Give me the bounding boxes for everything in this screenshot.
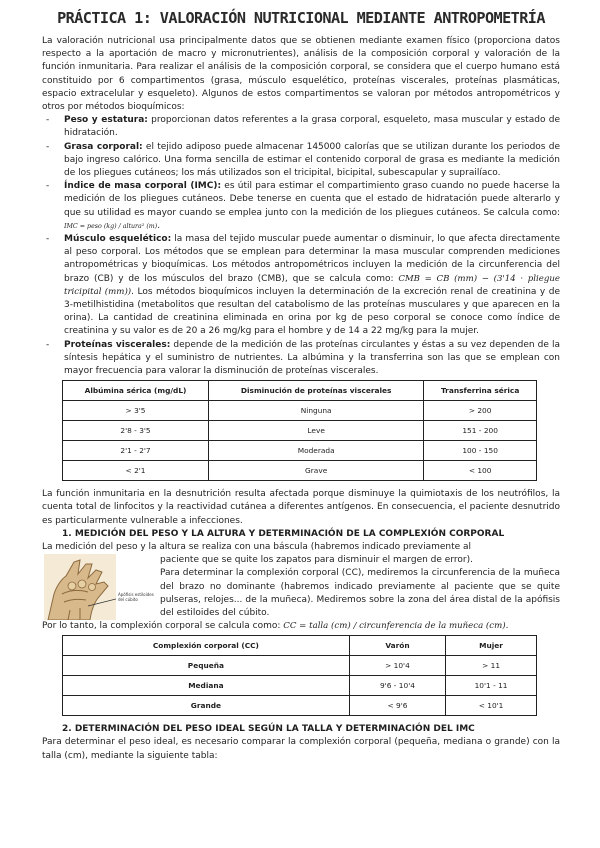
description: . Los métodos bioquímicos incluyen la determinación de la excreción renal de creatinina y de 3-metilhistidina (metabolitos que resultan del catabolismo de las proteínas musculares y que aparecen en la orina). La cantidad de creatinina eliminada en orina por kg de peso corporal se conoce como índice de creatinina y su valor es de 20 a 26 mg/kg para el hombre y de 14 a 22 mg/kg para la mujer. — [64, 286, 560, 337]
description: el tejido adiposo puede almacenar 145000 calorías que se utilizan durante los periodos de bajo ingreso calórico. Una forma sencilla de estimar el contenido corporal de grasa es mediante la medición de los pliegues cutáneos; los más utilizados son el tricipital, bicipital, subescapular y suprailíaco. — [64, 141, 560, 179]
description: depende de la medición de las proteínas circulantes y éstas a su vez dependen de la síntesis hepática y el suministro de nutrientes. La albúmina y la transferrina son las que se emplean con mayor frecuencia para valorar la disminución de proteínas viscerales. — [64, 339, 560, 377]
document-page — [42, 8, 560, 763]
table-row — [63, 401, 537, 421]
table-row — [63, 696, 537, 716]
section-1-line: La medición del peso y la altura se realiza con una báscula (habremos indicado previamente al — [42, 541, 472, 552]
table-cell: Grave — [209, 461, 424, 481]
section-2-heading: 2. DETERMINACIÓN DEL PESO IDEAL SEGÚN LA TALLA Y DETERMINACIÓN DEL IMC — [62, 724, 475, 735]
list-item — [64, 141, 560, 181]
term: Músculo esquelético: — [64, 234, 172, 245]
table-row — [63, 441, 537, 461]
cc-formula-line: Por lo tanto, la complexión corporal se calcula como: CC = talla (cm) / circunferencia de la muñeca (cm). — [42, 621, 509, 632]
term: Peso y estatura: — [64, 115, 148, 126]
table-cell: > 3'5 — [63, 401, 209, 421]
table-cell: < 10'1 — [446, 696, 537, 716]
table-header-row — [63, 381, 537, 401]
imc-formula: IMC = peso (kg) / altura² (m) — [64, 222, 158, 230]
table-cell: < 2'1 — [63, 461, 209, 481]
table-cell: Grande — [63, 696, 350, 716]
table-row — [63, 676, 537, 696]
section-2-paragraph: Para determinar el peso ideal, es necesario comparar la complexión corporal (pequeña, mediana o grande) con la talla (cm), mediante la siguiente tabla: — [42, 737, 560, 761]
table-header-row — [63, 636, 537, 656]
table-cell: 2'1 - 2'7 — [63, 441, 209, 461]
table-cell: > 11 — [446, 656, 537, 676]
table-row — [63, 656, 537, 676]
proteins-table — [62, 380, 537, 481]
wrist-block — [42, 554, 560, 620]
table-cell: < 100 — [424, 461, 537, 481]
section-1-wrap-text: paciente que se quite los zapatos para disminuir el margen de error). Para determinar la complexión corporal (CC), mediremos la circunferencia de la muñeca del brazo no dominante (habremos indicado previamente al paciente que se quite pulseras, relojes... de la muñeca). Mediremos sobre la zona del área distal de la apófisis del estiloides del cúbito. — [160, 555, 560, 618]
list-item: - Índice de masa corporal (IMC): es útil para estimar el compartimiento graso cuando no puede hacerse la medición de los pliegues cutáneos. Debe tenerse en cuenta que el estado de hidratación puede alterarlo y que su utilidad es mayor cuando se emplea junto con la medición de los pliegues cutáneos. Se calcula como: IMC = peso (kg) / altura² (m). — [64, 180, 560, 233]
column-header: Varón — [349, 636, 445, 656]
term: Proteínas viscerales: — [64, 339, 171, 350]
table-cell: Pequeña — [63, 656, 350, 676]
cmb-formula: CMB = CB (mm) − (3'14 · pliegue tricipital (mm)) — [64, 273, 560, 297]
image-caption: Apófisis estiloides del cúbito — [118, 592, 154, 603]
table-cell: Mediana — [63, 676, 350, 696]
immune-paragraph: La función inmunitaria en la desnutrición resulta afectada porque disminuye la quimiotaxis de los neutrófilos, la cuenta total de linfocitos y la reactividad cutánea a diferentes antígenos. En consecuencia, el paciente desnutrido es particularmente vulnerable a infecciones. — [42, 489, 560, 526]
column-header: Disminución de proteínas viscerales — [209, 381, 424, 401]
table-cell: > 10'4 — [349, 656, 445, 676]
description: es útil para estimar el compartimiento graso cuando no puede hacerse la medición de los pliegues cutáneos. Debe tenerse en cuenta que el estado de hidratación puede alterarlo y que su utilidad es mayor cuando se emplea junto con la medición de los pliegues cutáneos. Se calcula como: — [64, 181, 560, 218]
table-cell: > 200 — [424, 401, 537, 421]
table-cell: < 9'6 — [349, 696, 445, 716]
compartments-list — [42, 114, 560, 378]
column-header: Transferrina sérica — [424, 381, 537, 401]
table-cell: Leve — [209, 421, 424, 441]
column-header: Albúmina sérica (mg/dL) — [63, 381, 209, 401]
cc-formula: CC = talla (cm) / circunferencia de la muñeca (cm) — [283, 621, 506, 632]
list-item — [64, 339, 560, 379]
table-cell: 151 - 200 — [424, 421, 537, 441]
table-row — [63, 461, 537, 481]
wrist-bones-illustration — [44, 554, 116, 620]
complexion-table — [62, 635, 537, 716]
table-cell: 100 - 150 — [424, 441, 537, 461]
term: Grasa corporal: — [64, 141, 143, 152]
section-1-heading: 1. MEDICIÓN DEL PESO Y LA ALTURA Y DETERMINACIÓN DE LA COMPLEXIÓN CORPORAL — [62, 528, 505, 539]
list-item — [64, 233, 560, 339]
term: Índice de masa corporal (IMC): — [64, 181, 222, 192]
page-title: PRÁCTICA 1: VALORACIÓN NUTRICIONAL MEDIANTE ANTROPOMETRÍA — [57, 9, 545, 27]
description: la masa del tejido muscular puede aumentar o disminuir, lo que afecta directamente al peso corporal. Los métodos que se emplean para determinar la masa muscular comprenden mediciones antropométricas y bioquímicas. Los métodos antropométricos incluyen la medición de la circunferencia del brazo (CB) y de los músculos del brazo (CMB), que se calcula como: — [64, 234, 560, 284]
table-cell: 10'1 - 11 — [446, 676, 537, 696]
table-cell: Moderada — [209, 441, 424, 461]
table-cell: 2'8 - 3'5 — [63, 421, 209, 441]
column-header: Complexión corporal (CC) — [63, 636, 350, 656]
table-cell: Ninguna — [209, 401, 424, 421]
description: proporcionan datos referentes a la grasa corporal, esqueleto, masa muscular y estado de hidratación. — [64, 115, 560, 139]
intro-paragraph: La valoración nutricional usa principalmente datos que se obtienen mediante examen físico (proporciona datos respecto a la aportación de macro y micronutrientes), análisis de la composición corporal y valoración de la función inmunitaria. Para realizar el análisis de la composición corporal, se considera que el cuerpo humano está constituido por 6 compartimentos (grasa, músculo esquelético, proteínas viscerales, proteínas plasmáticas, espacio extracelular y esqueleto). Algunos de estos compartimentos se valoran por métodos antropométricos y otros por métodos bioquímicos: — [42, 36, 560, 113]
table-cell: 9'6 - 10'4 — [349, 676, 445, 696]
table-row — [63, 421, 537, 441]
list-item — [64, 114, 560, 140]
column-header: Mujer — [446, 636, 537, 656]
